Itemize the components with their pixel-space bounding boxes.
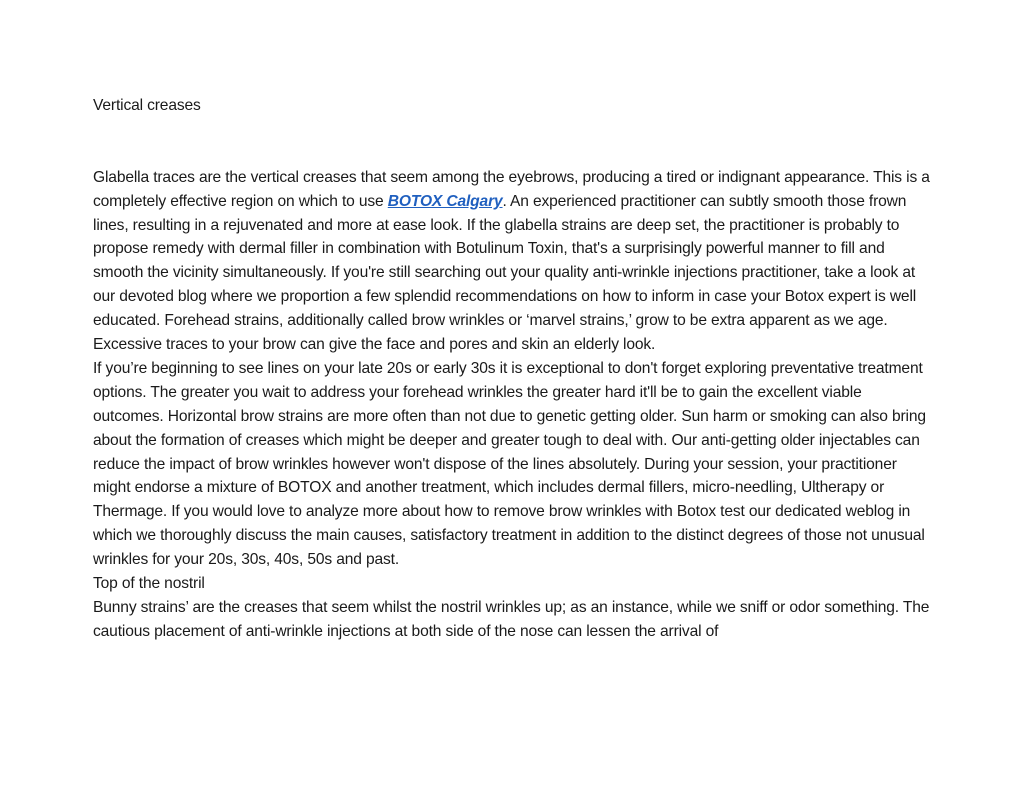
paragraph-glabella [93,166,935,357]
paragraph-bunny-lines: Bunny strains’ are the creases that seem whilst the nostril wrinkles up; as an instance, while we sniff or odor something. The cautious placement of anti-wrinkle injections at both side of the nose can lessen the arrival of [93,599,930,640]
botox-calgary-link[interactable]: BOTOX Calgary [387,192,503,210]
paragraph-text: . An experienced practitioner can subtly smooth those frown lines, resulting in a rejuvenated and more at ease look. If the glabella strains are deep set, the practitioner is probably to propose remedy with dermal filler in combination with Botulinum Toxin, that's a surprisingly powerful manner to fill and smooth the vicinity simultaneously. If you're still searching out your quality anti-wrinkle injections practitioner, take a look at our devoted blog where we proportion a few splendid recommendations on how to inform in case your Botox expert is well educated. Forehead strains, additionally called brow wrinkles or ‘marvel strains,’ grow to be extra apparent as we age. Excessive traces to your brow can give the face and pores and skin an elderly look. [93,192,917,354]
paragraph-text: Glabella traces are the vertical creases that seem among the eyebrows, producing a tired or indignant appearance. This is a completely effective region on which to use [93,168,930,210]
subheading-nostril: Top of the nostril [93,575,205,593]
document-body [93,94,935,644]
section-heading: Vertical creases [93,97,201,114]
paragraph-forehead: If you’re beginning to see lines on your late 20s or early 30s it is exceptional to don't forget exploring preventative treatment options. The greater you wait to address your forehead wrinkles the greater hard it'll be to gain the excellent viable outcomes. Horizontal brow strains are more often than not due to genetic getting older. Sun harm or smoking can also bring about the formation of creases which might be deeper and greater tough to deal with. Our anti-getting older injectables can reduce the impact of brow wrinkles however won't dispose of the lines absolutely. During your session, your practitioner might endorse a mixture of BOTOX and another treatment, which includes dermal fillers, micro-needling, Ultherapy or Thermage. If you would love to analyze more about how to remove brow wrinkles with Botox test our dedicated weblog in which we thoroughly discuss the main causes, satisfactory treatment in addition to the distinct degrees of those not unusual wrinkles for your 20s, 30s, 40s, 50s and past. [93,359,926,569]
